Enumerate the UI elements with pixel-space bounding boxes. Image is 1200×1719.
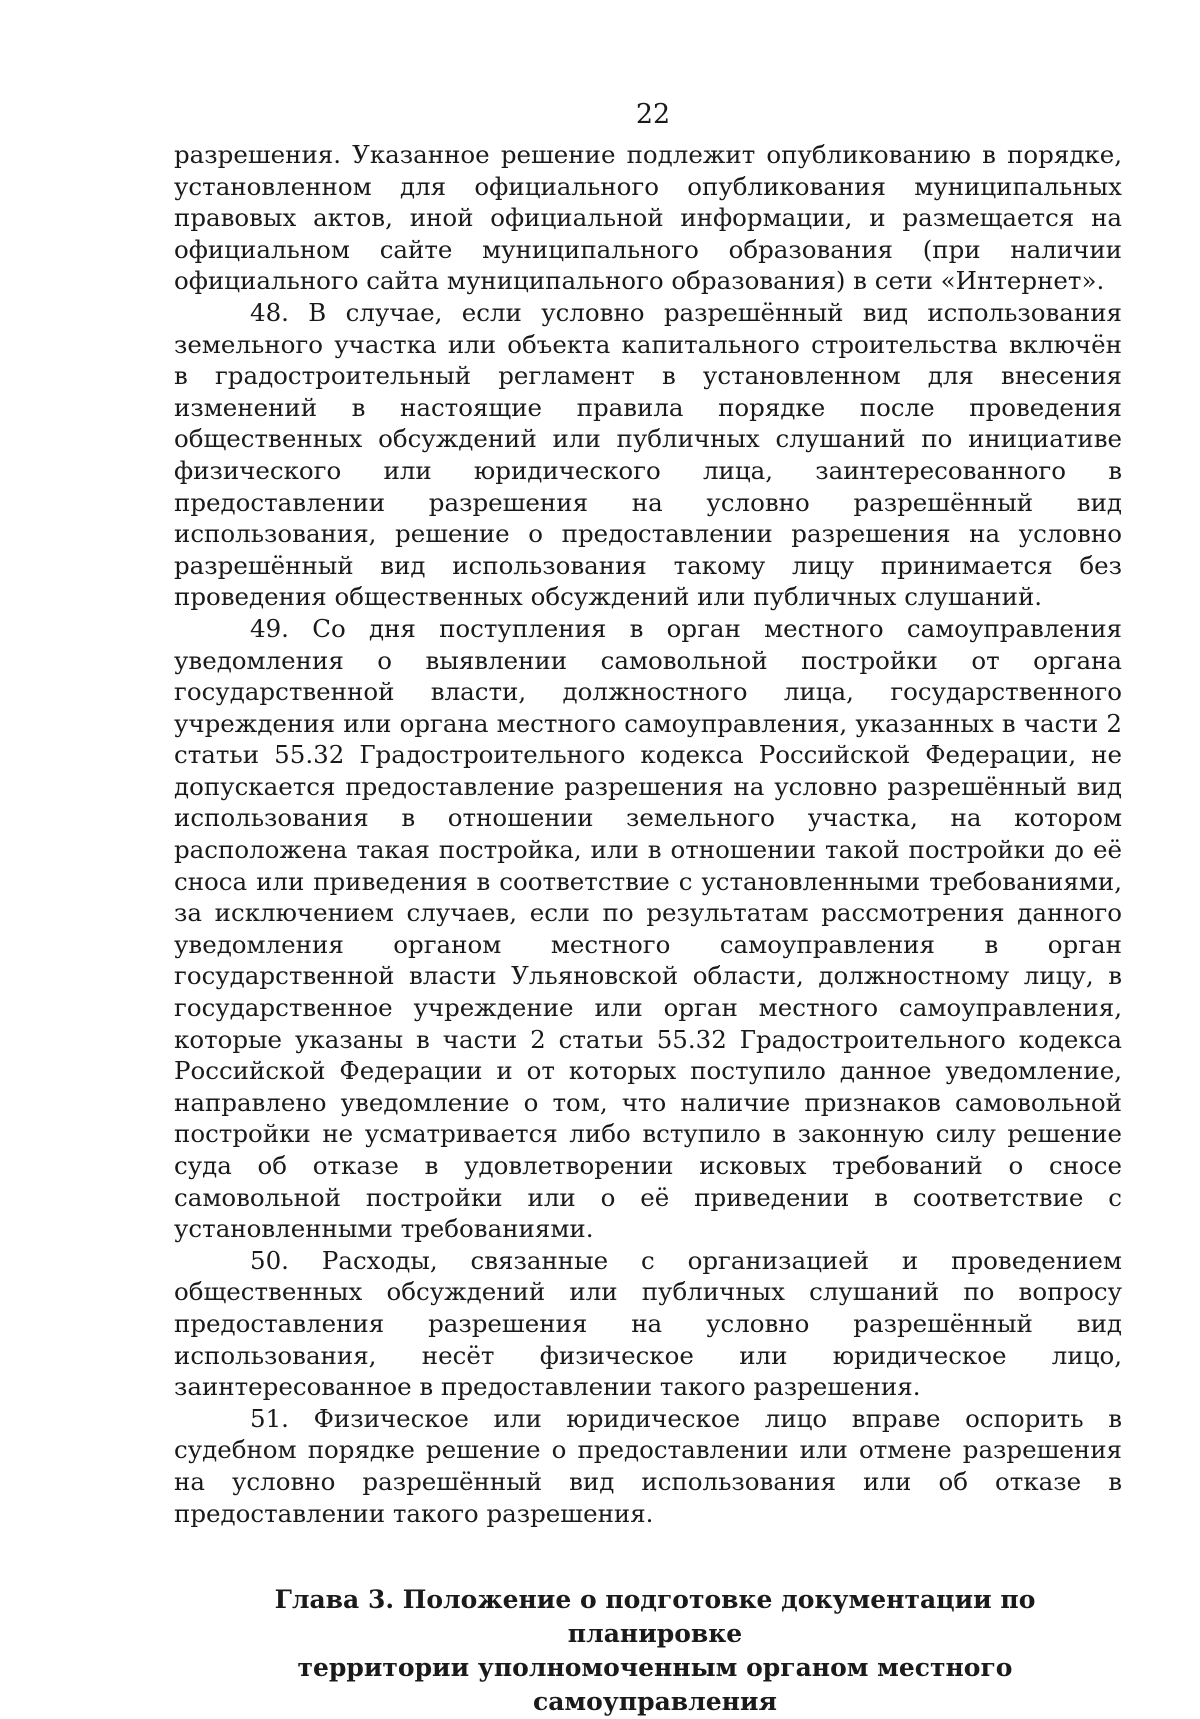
chapter-title-line-1: Глава 3. Положение о подготовке документации по планировке xyxy=(274,1585,1036,1649)
chapter-title xyxy=(174,1583,1122,1719)
paragraph-49: 49. Со дня поступления в орган местного самоуправления уведомления о выявлении самовольной постройки от органа государственной власти, должностного лица, государственного учреждения или органа местного самоуправления, указанных в части 2 статьи 55.32 Градостроительного кодекса Российской Федерации, не допускается предоставление разрешения на условно разрешённый вид использования в отношении земельного участка, на котором расположена такая постройка, или в отношении такой постройки до её сноса или приведения в соответствие с установленными требованиями, за исключением случаев, если по результатам рассмотрения данного уведомления органом местного самоуправления в орган государственной власти Ульяновской области, должностному лицу, в государственное учреждение или орган местного самоуправления, которые указаны в части 2 статьи 55.32 Градостроительного кодекса Российской Федерации и от которых поступило данное уведомление, направлено уведомление о том, что наличие признаков самовольной постройки не усматривается либо вступило в законную силу решение суда об отказе в удовлетворении исковых требований о сносе самовольной постройки или о её приведении в соответствие с установленными требованиями. xyxy=(174,613,1122,1244)
paragraph-51: 51. Физическое или юридическое лицо вправе оспорить в судебном порядке решение о предоставлении или отмене разрешения на условно разрешённый вид использования или об отказе в предоставлении такого разрешения. xyxy=(174,1403,1122,1528)
chapter-title-line-2: территории уполномоченным органом местного самоуправления xyxy=(297,1653,1013,1717)
document-page xyxy=(174,95,1122,1719)
paragraph-48: 48. В случае, если условно разрешённый вид использования земельного участка или объекта капитального строительства включён в градостроительный регламент в установленном для внесения изменений в настоящие правила порядке после проведения общественных обсуждений или публичных слушаний по инициативе физического или юридического лица, заинтересованного в предоставлении разрешения на условно разрешённый вид использования, решение о предоставлении разрешения на условно разрешённый вид использования такому лицу принимается без проведения общественных обсуждений или публичных слушаний. xyxy=(174,297,1122,612)
paragraph-50: 50. Расходы, связанные с организацией и проведением общественных обсуждений или публичных слушаний по вопросу предоставления разрешения на условно разрешённый вид использования, несёт физическое или юридическое лицо, заинтересованное в предоставлении такого разрешения. xyxy=(174,1245,1122,1402)
page-number: 22 xyxy=(635,99,671,130)
paragraph-continuation: разрешения. Указанное решение подлежит опубликованию в порядке, установленном для официального опубликования муниципальных правовых актов, иной официальной информации, и размещается на официальном сайте муниципального образования (при наличии официального сайта муниципального образования) в сети «Интернет». xyxy=(174,140,1122,296)
